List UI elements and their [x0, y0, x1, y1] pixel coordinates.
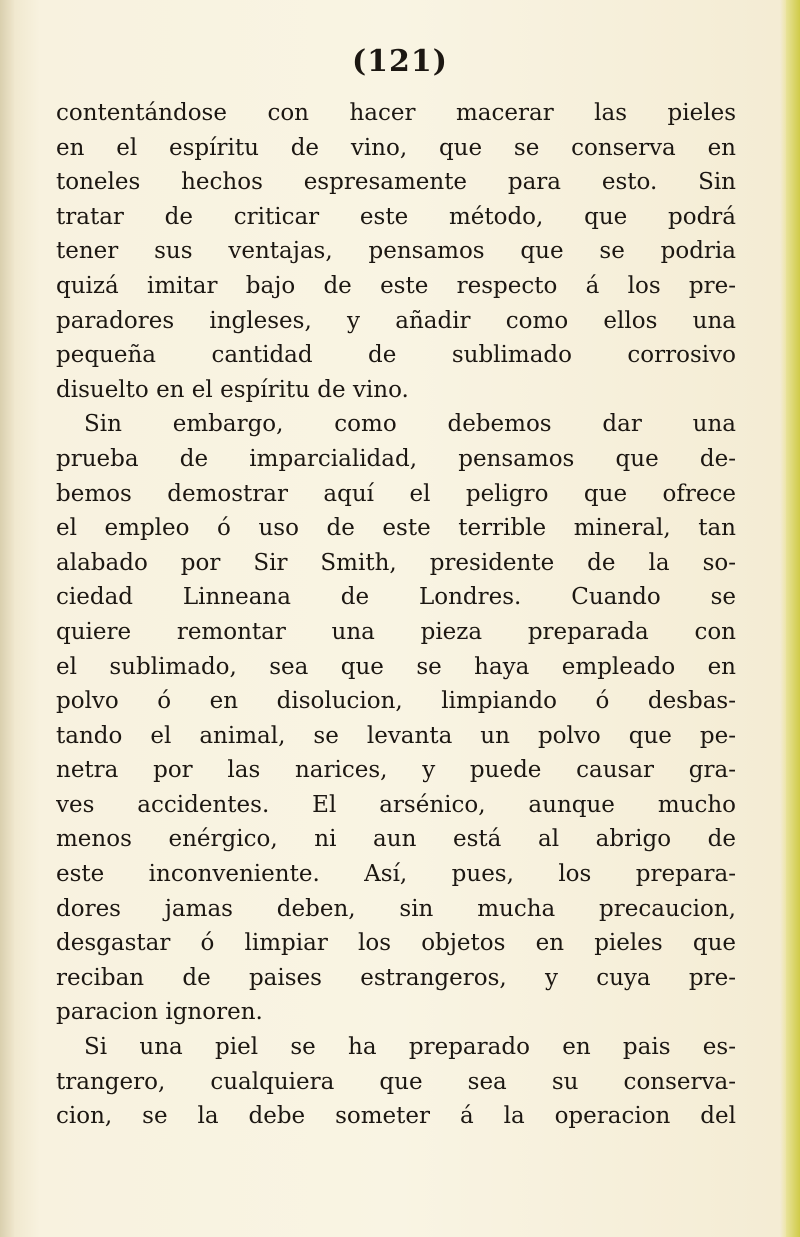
- text-line: toneles hechos espresamente para esto. Sin: [56, 169, 736, 196]
- text-line: quizá imitar bajo de este respecto á los pre-: [56, 272, 736, 299]
- text-line: bemos demostrar aquí el peligro que ofrece: [56, 480, 736, 507]
- text-line: disuelto en el espíritu de vino.: [56, 376, 409, 403]
- text-line: paradores ingleses, y añadir como ellos una: [56, 307, 736, 334]
- text-line: el sublimado, sea que se haya empleado en: [56, 653, 736, 680]
- text-line: prueba de imparcialidad, pensamos que de-: [56, 445, 736, 472]
- text-line: menos enérgico, ni aun está al abrigo de: [56, 826, 736, 853]
- text-line: desgastar ó limpiar los objetos en pieles que: [56, 930, 736, 957]
- text-line: alabado por Sir Smith, presidente de la so-: [56, 549, 736, 576]
- text-line: quiere remontar una pieza preparada con: [56, 618, 736, 645]
- text-line: contentándose con hacer macerar las pieles: [56, 100, 736, 126]
- text-line: este inconveniente. Así, pues, los prepara-: [56, 861, 736, 888]
- text-line: trangero, cualquiera que sea su conserva-: [56, 1068, 736, 1095]
- text-line: polvo ó en disolucion, limpiando ó desbas-: [56, 688, 736, 715]
- paragraph-start-line: Sin embargo, como debemos dar una: [84, 411, 736, 438]
- page-left-edge: [0, 0, 14, 1237]
- text-line: cion, se la debe someter á la operacion del: [56, 1103, 736, 1130]
- text-line: reciban de paises estrangeros, y cuya pre-: [56, 964, 736, 991]
- text-line: netra por las narices, y puede causar gra-: [56, 757, 736, 784]
- page-number: (121): [351, 44, 448, 79]
- text-line: el empleo ó uso de este terrible mineral, tan: [56, 515, 736, 542]
- text-line: pequeña cantidad de sublimado corrosivo: [56, 342, 736, 369]
- text-line: ciedad Linneana de Londres. Cuando se: [56, 584, 736, 611]
- text-line: tratar de criticar este método, que podrá: [56, 203, 736, 230]
- text-line: paracion ignoren.: [56, 999, 263, 1026]
- text-line: tener sus ventajas, pensamos que se podria: [56, 238, 736, 265]
- body-text: [56, 96, 736, 1134]
- text-line: dores jamas deben, sin mucha precaucion,: [56, 895, 736, 922]
- text-line: en el espíritu de vino, que se conserva en: [56, 134, 736, 161]
- page-right-edge: [786, 0, 800, 1237]
- text-line: tando el animal, se levanta un polvo que pe-: [56, 722, 736, 749]
- paragraph-start-line: Si una piel se ha preparado en pais es-: [84, 1034, 736, 1061]
- text-line: ves accidentes. El arsénico, aunque mucho: [56, 791, 736, 818]
